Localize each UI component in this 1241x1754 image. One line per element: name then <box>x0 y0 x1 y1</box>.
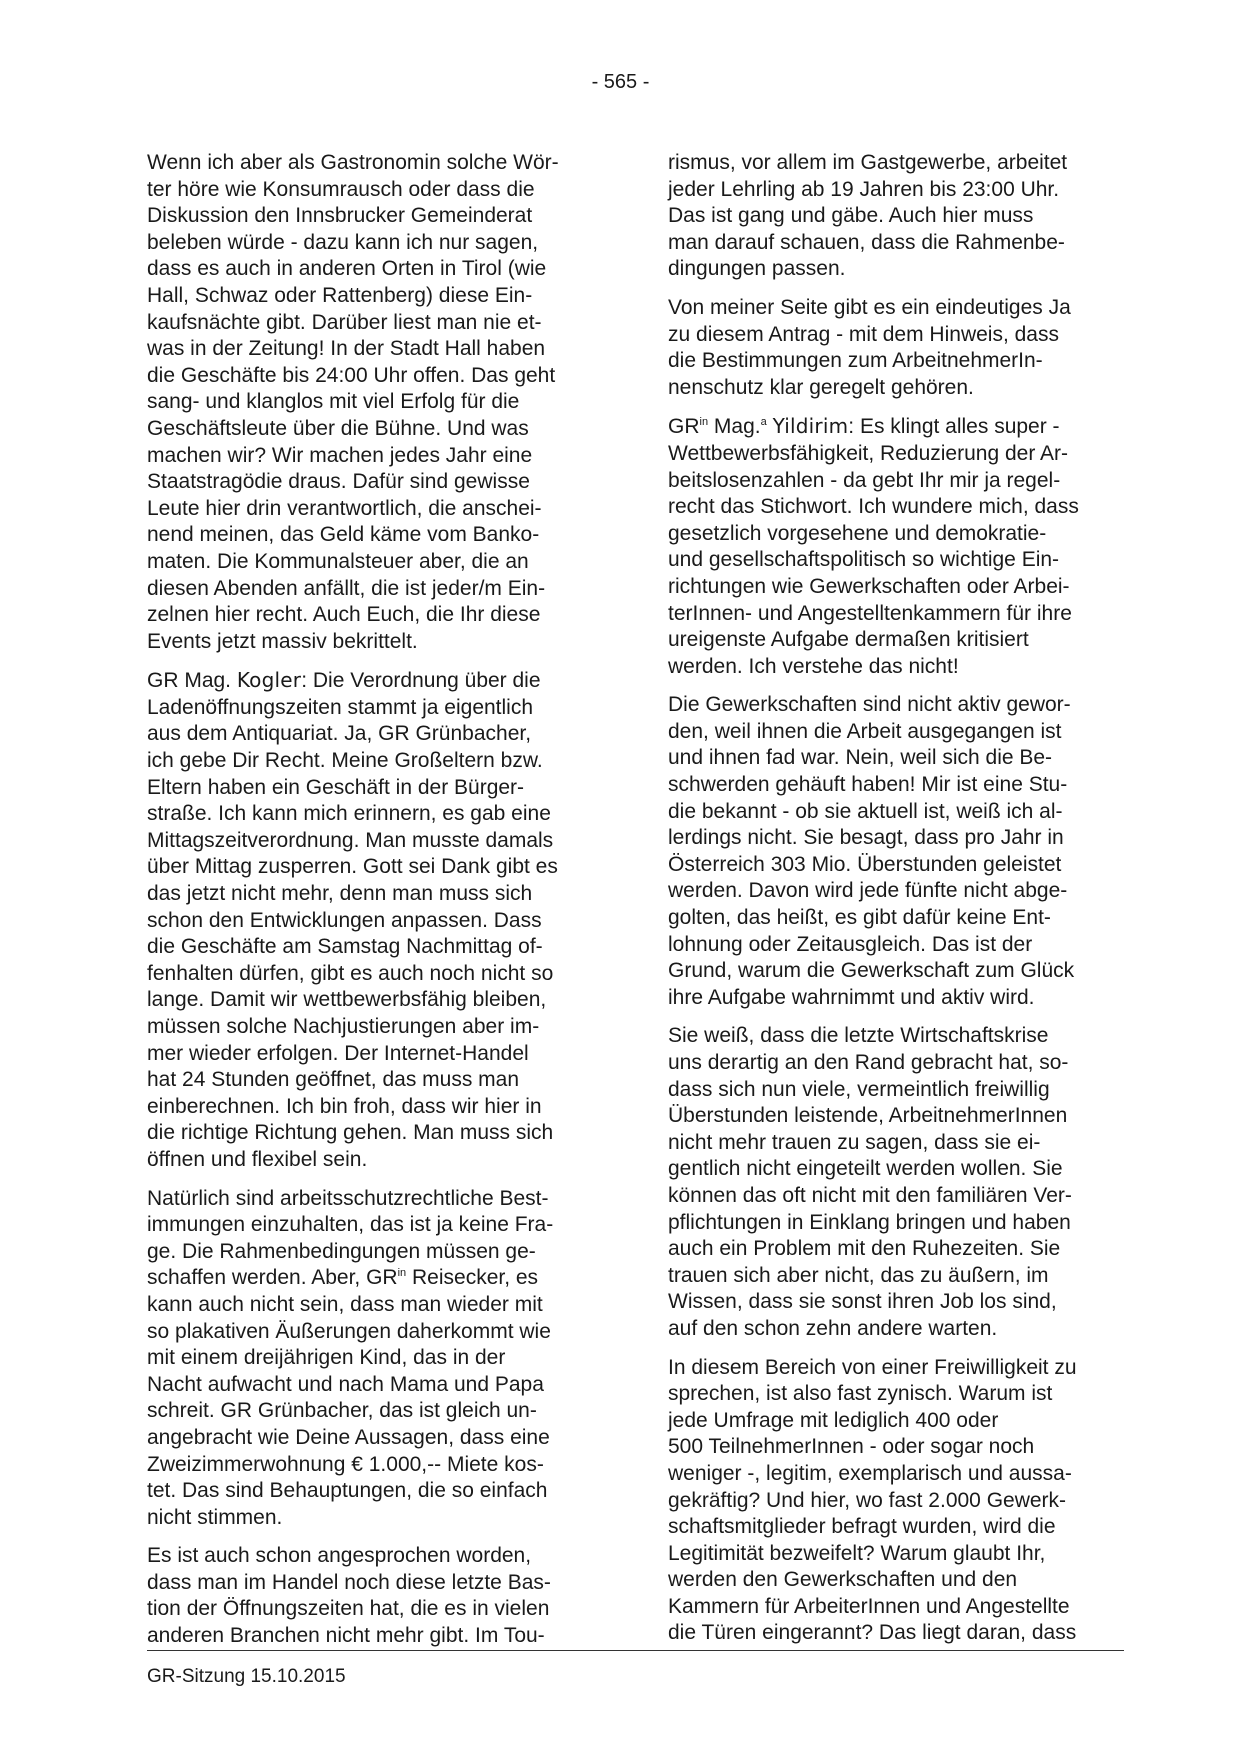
text-line: jede Umfrage mit lediglich 400 oder <box>668 1408 999 1432</box>
text-line: maten. Die Kommunalsteuer aber, die an <box>147 549 529 573</box>
text-line: werden. Davon wird jede fünfte nicht abge- <box>668 879 1068 903</box>
text-line: und gesellschaftspolitisch so wichtige Ein- <box>668 548 1060 572</box>
text-line: Events jetzt massiv bekrittelt. <box>147 629 418 653</box>
text-line: dass man im Handel noch diese letzte Bas- <box>147 1570 551 1594</box>
text-line: Die Gewerkschaften sind nicht aktiv gewor- <box>668 693 1071 717</box>
text-line: das jetzt nicht mehr, denn man muss sich <box>147 882 533 906</box>
text-line: zelnen hier recht. Auch Euch, die Ihr diese <box>147 603 541 627</box>
text-line: Österreich 303 Mio. Überstunden geleistet <box>668 852 1062 876</box>
text-line: 500 TeilnehmerInnen - oder sogar noch <box>668 1435 1035 1459</box>
text-line: rismus, vor allem im Gastgewerbe, arbeitet <box>668 151 1068 174</box>
text-line: Wettbewerbsfähigkeit, Reduzierung der Ar- <box>668 441 1068 465</box>
text-line: weniger -, legitim, exemplarisch und aussa- <box>668 1461 1072 1485</box>
text-line: Das ist gang und gäbe. Auch hier muss <box>668 204 1034 228</box>
text-line: diesen Abenden anfällt, die ist jeder/m Ein- <box>147 576 546 600</box>
text-line: Zweizimmerwohnung € 1.000,-- Miete kos- <box>147 1452 544 1476</box>
text-line: die Bestimmungen zum ArbeitnehmerIn- <box>668 349 1043 373</box>
text-line: Diskussion den Innsbrucker Gemeinderat <box>147 204 533 228</box>
text-line: angebracht wie Deine Aussagen, dass eine <box>147 1425 550 1449</box>
text-line: hat 24 Stunden geöffnet, das muss man <box>147 1068 520 1092</box>
text-line: Kammern für ArbeiterInnen und Angestellte <box>668 1594 1070 1618</box>
text-line: straße. Ich kann mich erinnern, es gab eine <box>147 802 551 826</box>
text-line: jeder Lehrling ab 19 Jahren bis 23:00 Uhr. <box>668 177 1060 201</box>
text-line: sprechen, ist also fast zynisch. Warum ist <box>668 1382 1053 1406</box>
text-line: lohnung oder Zeitausgleich. Das ist der <box>668 932 1033 956</box>
text-line: dass es auch in anderen Orten in Tirol (wie <box>147 257 547 281</box>
text-line: Grund, warum die Gewerkschaft zum Glück <box>668 959 1075 983</box>
page-number: - 565 - <box>591 71 650 93</box>
paragraph <box>668 692 1120 1011</box>
text-line: Wenn ich aber als Gastronomin solche Wör- <box>147 151 559 174</box>
text-line: beitslosenzahlen - da gebt Ihr mir ja regel- <box>668 468 1061 492</box>
text-line: Leute hier drin verantwortlich, die anschei- <box>147 496 542 520</box>
text-line: Wissen, dass sie sonst ihren Job los sind, <box>668 1290 1057 1314</box>
text-line: Es ist auch schon angesprochen worden, <box>147 1544 532 1568</box>
text-line: mit einem dreijährigen Kind, das in der <box>147 1346 506 1370</box>
text-line: auch ein Problem mit den Ruhezeiten. Sie <box>668 1237 1061 1261</box>
text-line: den, weil ihnen die Arbeit ausgegangen ist <box>668 719 1062 743</box>
paragraph <box>147 1543 605 1649</box>
text-line: zu diesem Antrag - mit dem Hinweis, dass <box>668 322 1059 346</box>
text-line: tion der Öffnungszeiten hat, die es in vielen <box>147 1597 550 1621</box>
text-line: Natürlich sind arbeitsschutzrechtliche Best- <box>147 1186 549 1210</box>
text-line: trauen sich aber nicht, das zu äußern, im <box>668 1263 1049 1287</box>
paragraph <box>668 150 1120 283</box>
footer-session-date: GR-Sitzung 15.10.2015 <box>147 1666 346 1687</box>
text-line: gekräftig? Und hier, wo fast 2.000 Gewerk- <box>668 1488 1067 1512</box>
speaker-name: Kogler <box>236 668 302 693</box>
text-line: mer wieder erfolgen. Der Internet-Handel <box>147 1041 529 1065</box>
text-line: kaufsnächte gibt. Darüber liest man nie et- <box>147 310 542 334</box>
text-line: kann auch nicht sein, dass man wieder mit <box>147 1292 543 1316</box>
text-line: man darauf schauen, dass die Rahmenbe- <box>668 230 1065 254</box>
text-line: aus dem Antiquariat. Ja, GR Grünbacher, <box>147 722 532 746</box>
text-line: fenhalten dürfen, gibt es auch noch nicht so <box>147 961 554 985</box>
text-line: immungen einzuhalten, das ist ja keine Fra- <box>147 1213 554 1237</box>
text-line: nend meinen, das Geld käme vom Banko- <box>147 523 540 547</box>
text-line: schreit. GR Grünbacher, das ist gleich un- <box>147 1399 537 1423</box>
text-line: öffnen und flexibel sein. <box>147 1147 368 1171</box>
text-line: ge. Die Rahmenbedingungen müssen ge- <box>147 1239 536 1263</box>
paragraph-yildirim <box>668 413 1120 680</box>
text-line: anderen Branchen nicht mehr gibt. Im Tou- <box>147 1624 545 1648</box>
text-line: was in der Zeitung! In der Stadt Hall haben <box>147 337 546 361</box>
speaker-line: $GR^{in}$ Mag.$^a$ Yildirim: Es klingt alles super - <box>668 414 1060 439</box>
text-line: recht das Stichwort. Ich wundere mich, dass <box>668 495 1079 519</box>
text-line: ter höre wie Konsumrausch oder dass die <box>147 177 535 201</box>
text-line: Ladenöffnungszeiten stammt ja eigentlich <box>147 695 534 719</box>
text-line: Eltern haben ein Geschäft in der Bürger- <box>147 775 525 799</box>
footer-divider <box>147 1650 1124 1651</box>
text-line: uns derartig an den Rand gebracht hat, so- <box>668 1051 1069 1074</box>
text-line: tet. Das sind Behauptungen, die so einfach <box>147 1479 548 1503</box>
paragraph <box>147 150 605 655</box>
text-line: beleben würde - dazu kann ich nur sagen, <box>147 230 539 254</box>
text-line: golten, das heißt, es gibt dafür keine Ent- <box>668 906 1051 930</box>
text-line: die Türen eingerannt? Das liegt daran, dass <box>668 1621 1077 1645</box>
text-line: Nacht aufwacht und nach Mama und Papa <box>147 1372 544 1396</box>
text-line: terInnen- und Angestelltenkammern für ihre <box>668 601 1072 625</box>
text-line: schon den Entwicklungen anpassen. Dass <box>147 908 542 932</box>
text-line: werden. Ich verstehe das nicht! <box>668 654 959 678</box>
text-line: dingungen passen. <box>668 257 846 281</box>
text-line: ich gebe Dir Recht. Meine Großeltern bzw. <box>147 749 543 773</box>
text-line: machen wir? Wir machen jedes Jahr eine <box>147 443 533 467</box>
text-line: Legitimität bezweifelt? Warum glaubt Ihr, <box>668 1541 1046 1565</box>
text-line: nicht stimmen. <box>147 1505 283 1529</box>
paragraph <box>668 295 1120 401</box>
text-line: dass sich nun viele, vermeintlich freiwillig <box>668 1077 1050 1101</box>
text-line: und ihnen fad war. Nein, weil sich die Be- <box>668 746 1053 770</box>
paragraph-reisecker <box>147 1186 605 1532</box>
text-line: richtungen wie Gewerkschaften oder Arbei- <box>668 574 1070 598</box>
text-line: Überstunden leistende, ArbeitnehmerInnen <box>668 1104 1068 1128</box>
text-line: In diesem Bereich von einer Freiwilligkeit zu <box>668 1355 1077 1379</box>
text-line: auf den schon zehn andere warten. <box>668 1316 998 1340</box>
text-line: lerdings nicht. Sie besagt, dass pro Jahr in <box>668 826 1064 850</box>
text-line: über Mittag zusperren. Gott sei Dank gibt es <box>147 855 558 879</box>
text-line: die richtige Richtung gehen. Man muss sich <box>147 1121 554 1145</box>
text-line: nenschutz klar geregelt gehören. <box>668 375 974 399</box>
text-line: Staatstragödie draus. Dafür sind gewisse <box>147 470 530 494</box>
right-column <box>668 150 1120 1659</box>
text-line: die Geschäfte am Samstag Nachmittag of- <box>147 935 543 959</box>
text-line: sang- und klanglos mit viel Erfolg für die <box>147 390 520 414</box>
text-line: Sie weiß, dass die letzte Wirtschaftskrise <box>668 1024 1049 1048</box>
text-line: ihre Aufgabe wahrnimmt und aktiv wird. <box>668 985 1035 1009</box>
text-line: lange. Damit wir wettbewerbsfähig bleiben, <box>147 988 547 1012</box>
text-line: pflichtungen in Einklang bringen und haben <box>668 1210 1071 1234</box>
text-line: gesetzlich vorgesehene und demokratie- <box>668 521 1047 545</box>
speaker-line: GR Mag. Kogler: Die Verordnung über die <box>147 668 541 693</box>
text-line: die Geschäfte bis 24:00 Uhr offen. Das geht <box>147 363 556 387</box>
text-line: nicht mehr trauen zu sagen, dass sie ei- <box>668 1130 1041 1154</box>
text-line: Mittagszeitverordnung. Man musste damals <box>147 828 554 852</box>
text-line: ureigenste Aufgabe dermaßen kritisiert <box>668 628 1029 652</box>
text-line: Geschäftsleute über die Bühne. Und was <box>147 416 529 440</box>
text-line: Von meiner Seite gibt es ein eindeutiges Ja <box>668 295 1071 319</box>
text-line: Hall, Schwaz oder Rattenberg) diese Ein- <box>147 283 533 307</box>
text-line: müssen solche Nachjustierungen aber im- <box>147 1015 540 1038</box>
paragraph-kogler <box>147 667 605 1173</box>
left-column <box>147 150 605 1662</box>
text-line: schaffen werden. Aber, $GR^{in}$ Reisecker, es <box>147 1266 539 1290</box>
text-line: können das oft nicht mit den familiären Ver- <box>668 1183 1072 1207</box>
text-line: einberechnen. Ich bin froh, dass wir hier in <box>147 1094 542 1118</box>
text-line: so plakativen Äußerungen daherkommt wie <box>147 1319 551 1343</box>
text-line: gentlich nicht eingeteilt werden wollen. Sie <box>668 1157 1063 1181</box>
speaker-name: Yildirim <box>772 414 849 439</box>
text-line: schaftsmitglieder befragt wurden, wird die <box>668 1515 1056 1539</box>
text-line: schwerden gehäuft haben! Mir ist eine Stu- <box>668 773 1068 797</box>
text-line: werden den Gewerkschaften und den <box>668 1568 1018 1592</box>
paragraph <box>668 1023 1120 1342</box>
paragraph <box>668 1355 1120 1648</box>
text-line: die bekannt - ob sie aktuell ist, weiß ich al- <box>668 799 1063 823</box>
